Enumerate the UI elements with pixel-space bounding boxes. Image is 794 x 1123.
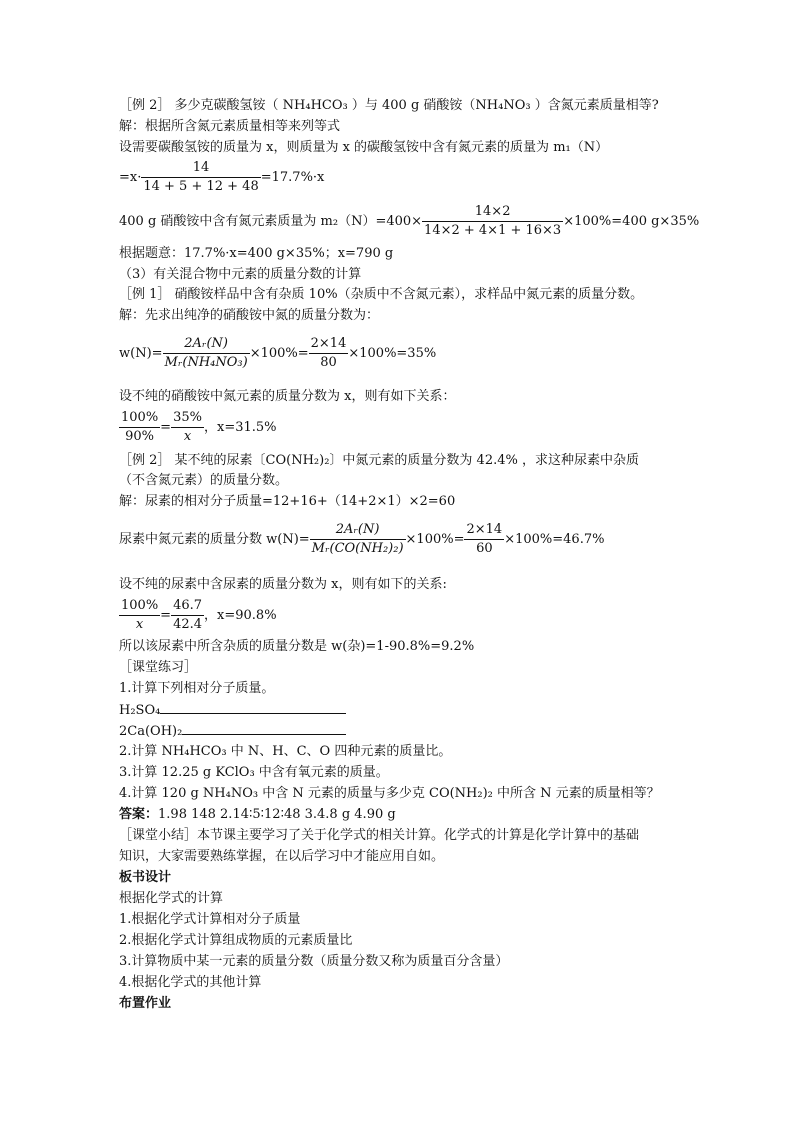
fraction-numerator: 100% — [119, 598, 160, 616]
fraction-denominator: 80 — [320, 355, 337, 370]
example-2-title: ［例 2］ 多少克碳酸氢铵（ NH₄HCO₃ ）与 400 g 硝酸铵（NH₄NO₃ ）含氮元素质量相等? — [119, 98, 659, 113]
fraction-denominator: 14×2 + 4×1 + 16×3 — [424, 223, 562, 238]
fraction — [171, 598, 204, 633]
answer-label: 答案： — [119, 807, 159, 822]
formula-suffix: ，x=31.5% — [203, 420, 277, 435]
example-1-assumption: 设不纯的硝酸铵中氮元素的质量分数为 x，则有如下关系： — [119, 389, 456, 404]
fraction — [464, 522, 504, 557]
example-1-formula-2 — [119, 410, 277, 445]
fraction-numerator: 35% — [171, 410, 204, 428]
practice-question-2: 2.计算 NH₄HCO₃ 中 N、H、C、O 四种元素的质量比。 — [119, 744, 452, 759]
fraction — [141, 160, 260, 195]
example-3-formula-1 — [119, 522, 604, 557]
fraction — [119, 410, 160, 445]
equals-sign: = — [160, 420, 172, 435]
example-3-formula-2 — [119, 598, 277, 633]
fraction-numerator: 2Aᵣ(N) — [310, 522, 406, 540]
fraction-denominator: Mᵣ(NH₄NO₃) — [164, 355, 248, 370]
fraction-numerator: 100% — [119, 410, 160, 428]
board-line-0: 根据化学式的计算 — [119, 891, 224, 906]
fraction-denominator: x — [183, 429, 192, 444]
example-3-result: 所以该尿素中所含杂质的质量分数是 w(杂)=1-90.8%=9.2% — [119, 639, 475, 654]
summary-line-1: ［课堂小结］本节课主要学习了关于化学式的相关计算。化学式的计算是化学计算中的基础 — [119, 828, 640, 843]
fraction-denominator: x — [135, 617, 144, 632]
practice-question-1b — [119, 722, 346, 741]
example-1-title: ［例 1］ 硝酸铵样品中含有杂质 10%（杂质中不含氮元素），求样品中氮元素的质量分数。 — [119, 287, 644, 302]
example-3-solution-intro: 解：尿素的相对分子质量=12+16+（14+2×1）×2=60 — [119, 494, 456, 509]
fraction-denominator: Mᵣ(CO(NH₂)₂) — [311, 541, 404, 556]
formula-suffix: ×100%=46.7% — [504, 532, 605, 547]
equals-sign: = — [160, 608, 172, 623]
fraction — [309, 336, 349, 371]
example-2-assumption: 设需要碳酸氢铵的质量为 x，则质量为 x 的碳酸氢铵中含有氮元素的质量为 m₁（N） — [119, 140, 609, 155]
fraction — [119, 598, 160, 633]
formula-suffix: =17.7%·x — [260, 170, 325, 185]
formula-middle: ×100%= — [405, 532, 465, 547]
formula-middle: ×100%= — [249, 346, 309, 361]
summary-line-2: 知识，大家需要熟练掌握，在以后学习中才能应用自如。 — [119, 849, 445, 864]
board-line-1: 1.根据化学式计算相对分子质量 — [119, 912, 301, 927]
example-2-formula-1 — [119, 160, 324, 195]
example-1-formula-1 — [119, 336, 436, 371]
example-3-assumption: 设不纯的尿素中含尿素的质量分数为 x，则有如下的关系: — [119, 577, 447, 592]
fraction-denominator: 14 + 5 + 12 + 48 — [143, 179, 259, 194]
practice-question-4: 4.计算 120 g NH₄NO₃ 中含 N 元素的质量与多少克 CO(NH₂)₂ 中所含 N 元素的质量相等？ — [119, 786, 660, 801]
fraction-denominator: 90% — [125, 429, 155, 444]
board-line-3: 3.计算物质中某一元素的质量分数（质量分数又称为质量百分含量） — [119, 954, 509, 969]
fraction-denominator: 60 — [476, 541, 493, 556]
answers — [119, 806, 396, 824]
answer-blank — [182, 722, 346, 735]
example-3-title-line-1: ［例 2］ 某不纯的尿素〔CO(NH₂)₂〕中氮元素的质量分数为 42.4% ，求这种尿素中杂质 — [119, 453, 639, 468]
homework-title: 布置作业 — [119, 996, 172, 1011]
fraction-numerator: 46.7 — [171, 598, 204, 616]
section-3-title: （3）有关混合物中元素的质量分数的计算 — [119, 267, 362, 282]
formula-suffix: ，x=90.8% — [204, 608, 277, 623]
fraction — [422, 204, 563, 239]
formula-prefix: w(N)= — [119, 346, 163, 361]
example-2-formula-2 — [119, 204, 699, 239]
answer-text: 1.98 148 2.14∶5∶12∶48 3.4.8 g 4.90 g — [158, 807, 396, 822]
board-line-4: 4.根据化学式的其他计算 — [119, 975, 262, 990]
formula-prefix: 400 g 硝酸铵中含有氮元素质量为 m₂（N）=400× — [119, 214, 423, 229]
fraction-denominator: 42.4 — [173, 617, 203, 632]
example-3-title-line-2: （不含氮元素）的质量分数。 — [119, 473, 289, 488]
practice-question-3: 3.计算 12.25 g KClO₃ 中含有氧元素的质量。 — [119, 765, 389, 780]
formula-ca-oh-2: 2Ca(OH)₂ — [119, 724, 183, 739]
practice-title: ［课堂练习］ — [119, 660, 198, 675]
example-2-solution-intro: 解：根据所含氮元素质量相等来列等式 — [119, 119, 341, 134]
formula-prefix: 尿素中氮元素的质量分数 w(N)= — [119, 532, 310, 547]
fraction — [310, 522, 406, 557]
fraction-numerator: 2Aᵣ(N) — [163, 336, 250, 354]
board-design-title: 板书设计 — [119, 870, 172, 885]
fraction-numerator: 2×14 — [309, 336, 349, 354]
fraction — [171, 410, 204, 445]
formula-suffix: ×100%=35% — [348, 346, 437, 361]
fraction-numerator: 14×2 — [422, 204, 563, 222]
fraction — [163, 336, 250, 371]
formula-h2so4: H₂SO₄ — [119, 703, 161, 718]
formula-prefix: =x· — [119, 170, 142, 185]
practice-question-1: 1.计算下列相对分子质量。 — [119, 681, 275, 696]
formula-suffix: ×100%=400 g×35% — [563, 214, 700, 229]
answer-blank — [160, 701, 346, 714]
fraction-numerator: 14 — [141, 160, 260, 178]
example-2-result: 根据题意：17.7%·x=400 g×35%；x=790 g — [119, 246, 394, 261]
fraction-numerator: 2×14 — [464, 522, 504, 540]
board-line-2: 2.根据化学式计算组成物质的元素质量比 — [119, 933, 353, 948]
practice-question-1a — [119, 701, 346, 720]
example-1-solution-intro: 解：先求出纯净的硝酸铵中氮的质量分数为： — [119, 308, 380, 323]
